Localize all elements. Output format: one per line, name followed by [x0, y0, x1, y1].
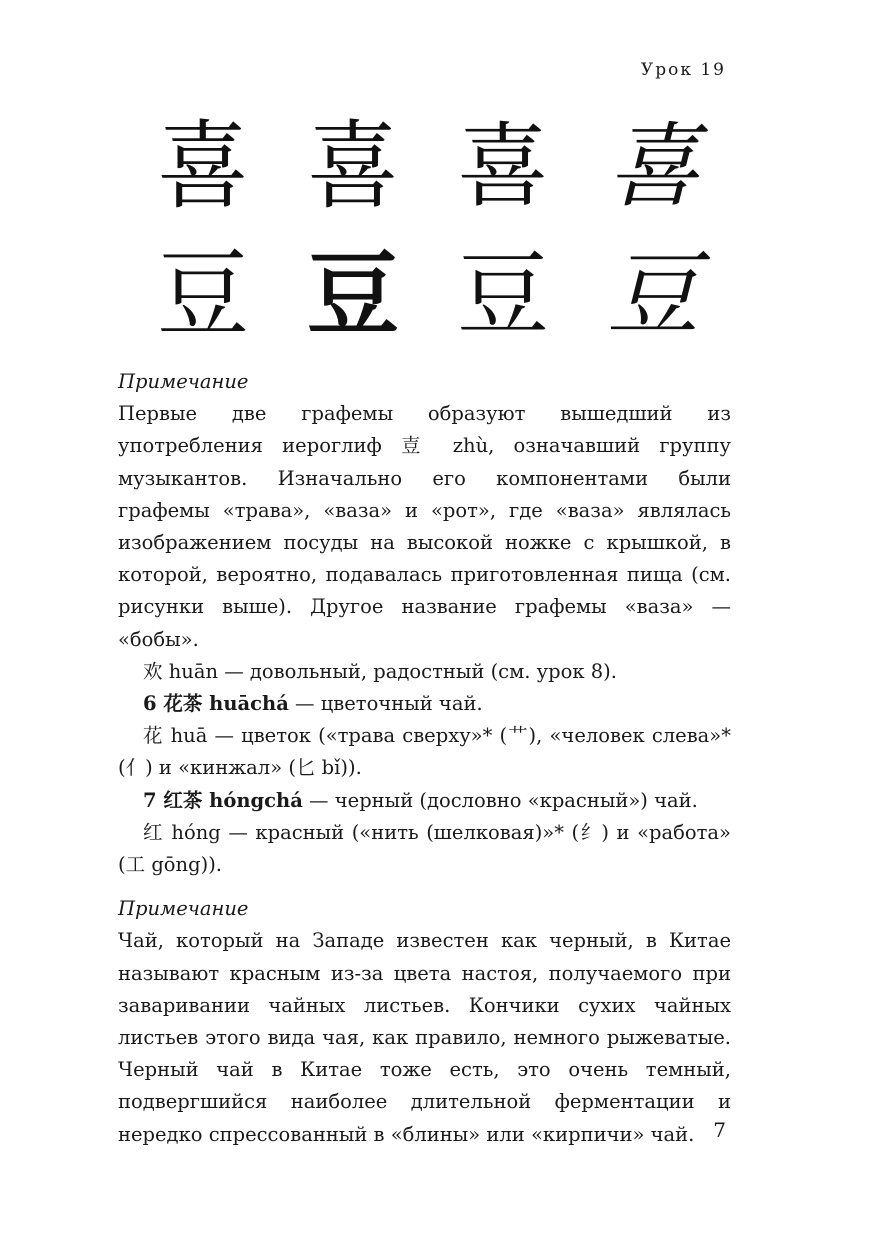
page-number: 7 — [713, 1118, 726, 1142]
glyph-row-dou — [148, 240, 708, 350]
entry-huan: 欢 huān — довольный, радостный (см. урок 8). — [143, 659, 617, 683]
body-text — [118, 366, 731, 1151]
entry-hong: 红 hóng — красный («нить (шелковая)»* (纟) и «работа» (工 gōng)). — [118, 820, 731, 877]
running-header: Урок 19 — [640, 60, 726, 80]
note-title-2: Примечание — [118, 897, 249, 921]
note-title: Примечание — [118, 370, 249, 393]
glyph-dou-small-seal: 豆 — [306, 241, 399, 348]
note-paragraph-2: Чай, который на Западе известен как черный, в Китае называют красным из-за цвета настоя, получаемого при заваривании чайных листьев. Кончики сухих чайных листьев этого вида чая, как правило, немного рыжеватые. Черный чай в Китае тоже есть, это очень темный, подвергшийся наиболее длительной ферментации и нередко спрессованный в «блины» или «кирпичи» чай. — [118, 929, 731, 1146]
glyph-dou-seal: 豆 — [156, 238, 249, 351]
glyph-row-xi — [148, 112, 708, 222]
entry-item-7: 7 红茶 hóngchá — черный (дословно «красный») чай. — [143, 788, 698, 812]
note-paragraph: Первые две графемы образуют вышедший из употребления иероглиф 壴 zhù, означавший группу музыкантов. Изначально его компонентами были графемы «трава», «ваза» и «рот», где «ваза» являлась изображением посуды на высокой ножке с крышкой, в которой, вероятно, подавалась приготовленная пища (см. рисунки выше). Другое название графемы «ваза» — «бобы». — [118, 402, 731, 651]
glyph-xi-small-seal: 喜 — [306, 110, 399, 223]
entry-item-6: 6 花茶 huāchá — цветочный чай. — [143, 692, 483, 716]
glyph-dou-regular: 豆 — [606, 241, 699, 348]
glyph-dou-clerical: 豆 — [456, 241, 549, 348]
entry-hua: 花 huā — цветок («трава сверху»* (艹), «человек слева»* (亻) и «кинжал» (匕 bǐ)). — [118, 724, 731, 780]
glyph-xi-clerical: 喜 — [456, 113, 549, 220]
glyph-xi-seal: 喜 — [156, 110, 249, 223]
glyph-xi-regular: 喜 — [606, 113, 699, 220]
